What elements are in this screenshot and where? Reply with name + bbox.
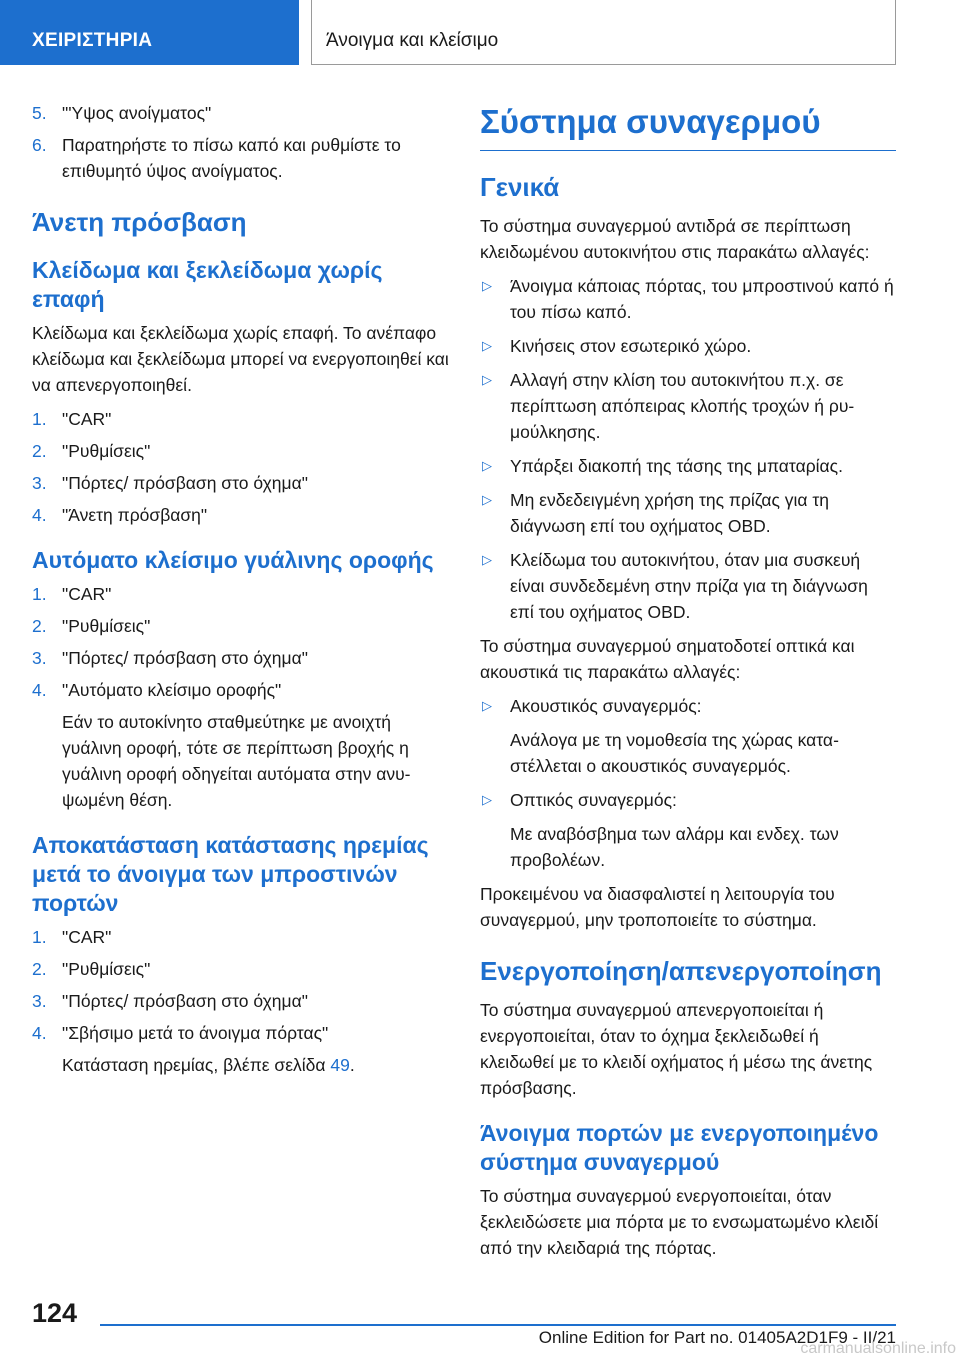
list-item — [32, 988, 450, 1014]
footer-divider — [100, 1324, 896, 1326]
section-tab — [0, 0, 299, 65]
step-number: 3. — [32, 473, 47, 493]
restore-note — [32, 1052, 450, 1078]
doors-paragraph: Το σύστημα συναγερμού ενεργοποιείται, όταν ξεκλειδώσετε μια πόρτα με το ενσωματωμένο κλειδί από την κλειδαριά της πόρτας. — [480, 1186, 879, 1258]
step-number: 2. — [32, 441, 47, 461]
general-heading: Γενικά — [480, 172, 560, 202]
watermark: carmanualsonline.info — [800, 1340, 956, 1357]
restore-heading: Αποκατάσταση κατάστασης ηρεμίας μετά το άνοιγμα των μπροστινών πορτών — [32, 832, 429, 916]
list-item — [32, 502, 450, 528]
triangle-bullet-icon: ▷ — [482, 338, 492, 353]
list-item — [32, 924, 450, 950]
list-item — [32, 645, 450, 671]
left-column — [32, 100, 450, 1084]
doors-heading: Άνοιγμα πορτών με ενεργοποιημένο σύστημα συναγερμού — [480, 1120, 879, 1175]
step-text: "CAR" — [62, 584, 112, 604]
edition-note: Online Edition for Part no. 01405A2D1F9 - II/21 — [538, 1328, 896, 1347]
step-number: 1. — [32, 927, 47, 947]
toggle-heading: Ενεργοποίηση/απενεργοποίηση — [480, 956, 882, 986]
step-text: "Ρυθμίσεις" — [62, 441, 151, 461]
bullet-text: Υπάρξει διακοπή της τάσης της μπαταρίας. — [510, 456, 843, 476]
toggle-paragraph: Το σύστημα συναγερμού απενεργοποιείται ή ενεργοποιείται, όταν το όχημα ξεκλειδωθεί ή κλειδωθεί με το κλειδί οχήματος ή μέσω της άνετης πρόσβασης. — [480, 1000, 873, 1098]
list-item — [480, 367, 896, 445]
step-text: "Ρυθμίσεις" — [62, 959, 151, 979]
list-item — [32, 956, 450, 982]
page-reference-link[interactable]: 49 — [330, 1055, 350, 1075]
step-text: "CAR" — [62, 927, 112, 947]
keyless-paragraph: Κλείδωμα και ξεκλείδωμα χωρίς επαφή. Το ανέπαφο κλείδωμα και ξεκλείδωμα μπορεί να ενεργοποιηθεί και να απενεργοποιηθεί. — [32, 323, 449, 395]
roof-heading: Αυτόματο κλείσιμο γυάλινης οροφής — [32, 547, 434, 573]
step-number: 4. — [32, 505, 47, 525]
list-item — [32, 677, 450, 703]
step-number: 5. — [32, 103, 47, 123]
list-item — [32, 438, 450, 464]
optical-note: Με αναβόσβημα των αλάρμ και ενδεχ. των προβολέων. — [510, 824, 839, 870]
alarm-system-heading: Σύστημα συναγερμού — [480, 100, 896, 151]
step-text: "Πόρτες/ πρόσβαση στο όχημα" — [62, 473, 308, 493]
step-text: "Άνετη πρόσβαση" — [62, 505, 208, 525]
step-number: 3. — [32, 991, 47, 1011]
triangle-bullet-icon: ▷ — [482, 492, 492, 507]
step-text: "CAR" — [62, 409, 112, 429]
bullet-text: Άνοιγμα κάποιας πόρτας, του μπροστινού καπό ή του πίσω καπό. — [510, 276, 894, 322]
step-text: "'Υψος ανοίγματος" — [62, 103, 212, 123]
list-item — [32, 406, 450, 432]
warning-paragraph: Προκειμένου να διασφαλιστεί η λειτουργία του συναγερμού, μην τροποποιείτε το σύστημα. — [480, 884, 835, 930]
chapter-title: Άνοιγμα και κλείσιμο — [326, 30, 499, 51]
right-column — [480, 100, 896, 1269]
bullet-text: Κινήσεις στον εσωτερικό χώρο. — [510, 336, 752, 356]
keyless-heading: Κλείδωμα και ξεκλείδωμα χωρίς επαφή — [32, 257, 383, 312]
triangle-bullet-icon: ▷ — [482, 458, 492, 473]
step-number: 1. — [32, 409, 47, 429]
chapter-header — [311, 0, 896, 65]
step-text: "Ρυθμίσεις" — [62, 616, 151, 636]
list-item — [32, 581, 450, 607]
step-number: 2. — [32, 616, 47, 636]
step-number: 6. — [32, 135, 47, 155]
list-item — [480, 273, 896, 325]
signal-paragraph: Το σύστημα συναγερμού σηματοδοτεί οπτικά και ακουστικά τις παρακάτω αλλαγές: — [480, 636, 855, 682]
page-number: 124 — [32, 1298, 78, 1328]
list-item — [480, 453, 896, 479]
triangle-bullet-icon: ▷ — [482, 792, 492, 807]
list-item — [480, 487, 896, 539]
list-item — [480, 787, 896, 813]
restore-note-text: Κατάσταση ηρεμίας, βλέπε σελίδα — [62, 1055, 331, 1075]
bullet-text: Οπτικός συναγερμός: — [510, 790, 677, 810]
step-number: 2. — [32, 959, 47, 979]
list-item — [32, 100, 450, 126]
list-item — [32, 1020, 450, 1046]
acoustic-note: Ανάλογα με τη νομοθεσία της χώρας καταστέλλεται ο ακουστικός συναγερμός. — [510, 730, 839, 776]
step-number: 3. — [32, 648, 47, 668]
list-item — [480, 547, 896, 625]
bullet-text: Αλλαγή στην κλίση του αυτοκινήτου π.χ. σε περίπτωση απόπειρας κλοπής τροχών ή ρυμούλκησης. — [510, 370, 855, 442]
bullet-text: Κλείδωμα του αυτοκινήτου, όταν μια συσκευή είναι συνδεδεμένη στην πρίζα για τη διάγνωση επί του οχήματος OBD. — [510, 550, 868, 622]
step-text: "Αυτόματο κλείσιμο οροφής" — [62, 680, 282, 700]
list-item — [32, 132, 450, 184]
step-number: 4. — [32, 1023, 47, 1043]
step-text: "Πόρτες/ πρόσβαση στο όχημα" — [62, 648, 308, 668]
restore-note-end: . — [349, 1055, 355, 1075]
step-text: "Πόρτες/ πρόσβαση στο όχημα" — [62, 991, 308, 1011]
list-item — [32, 470, 450, 496]
step-text: Παρατηρήστε το πίσω καπό και ρυθμίστε το επιθυμητό ύψος ανοίγματος. — [62, 135, 401, 181]
step-text: "Σβήσιμο μετά το άνοιγμα πόρτας" — [62, 1023, 329, 1043]
triangle-bullet-icon: ▷ — [482, 552, 492, 567]
triangle-bullet-icon: ▷ — [482, 372, 492, 387]
general-paragraph: Το σύστημα συναγερμού αντιδρά σε περίπτωση κλειδωμένου αυτοκινήτου στις παρακάτω αλλαγές: — [480, 216, 870, 262]
step-number: 1. — [32, 584, 47, 604]
comfort-access-heading: Άνετη πρόσβαση — [32, 207, 247, 237]
list-item — [480, 333, 896, 359]
list-item — [480, 693, 896, 719]
list-item — [32, 613, 450, 639]
triangle-bullet-icon: ▷ — [482, 278, 492, 293]
step-number: 4. — [32, 680, 47, 700]
roof-note: Εάν το αυτοκίνητο σταθμεύτηκε με ανοιχτή γυάλινη οροφή, τότε σε περίπτωση βροχής η γυάλινη οροφή οδηγείται αυτόματα στην ανυψωμένη θέση. — [62, 712, 411, 810]
triangle-bullet-icon: ▷ — [482, 698, 492, 713]
bullet-text: Μη ενδεδειγμένη χρήση της πρίζας για τη διάγνωση επί του οχήματος OBD. — [510, 490, 830, 536]
bullet-text: Ακουστικός συναγερμός: — [510, 696, 702, 716]
section-label: ΧΕΙΡΙΣΤΗΡΙΑ — [32, 30, 153, 51]
